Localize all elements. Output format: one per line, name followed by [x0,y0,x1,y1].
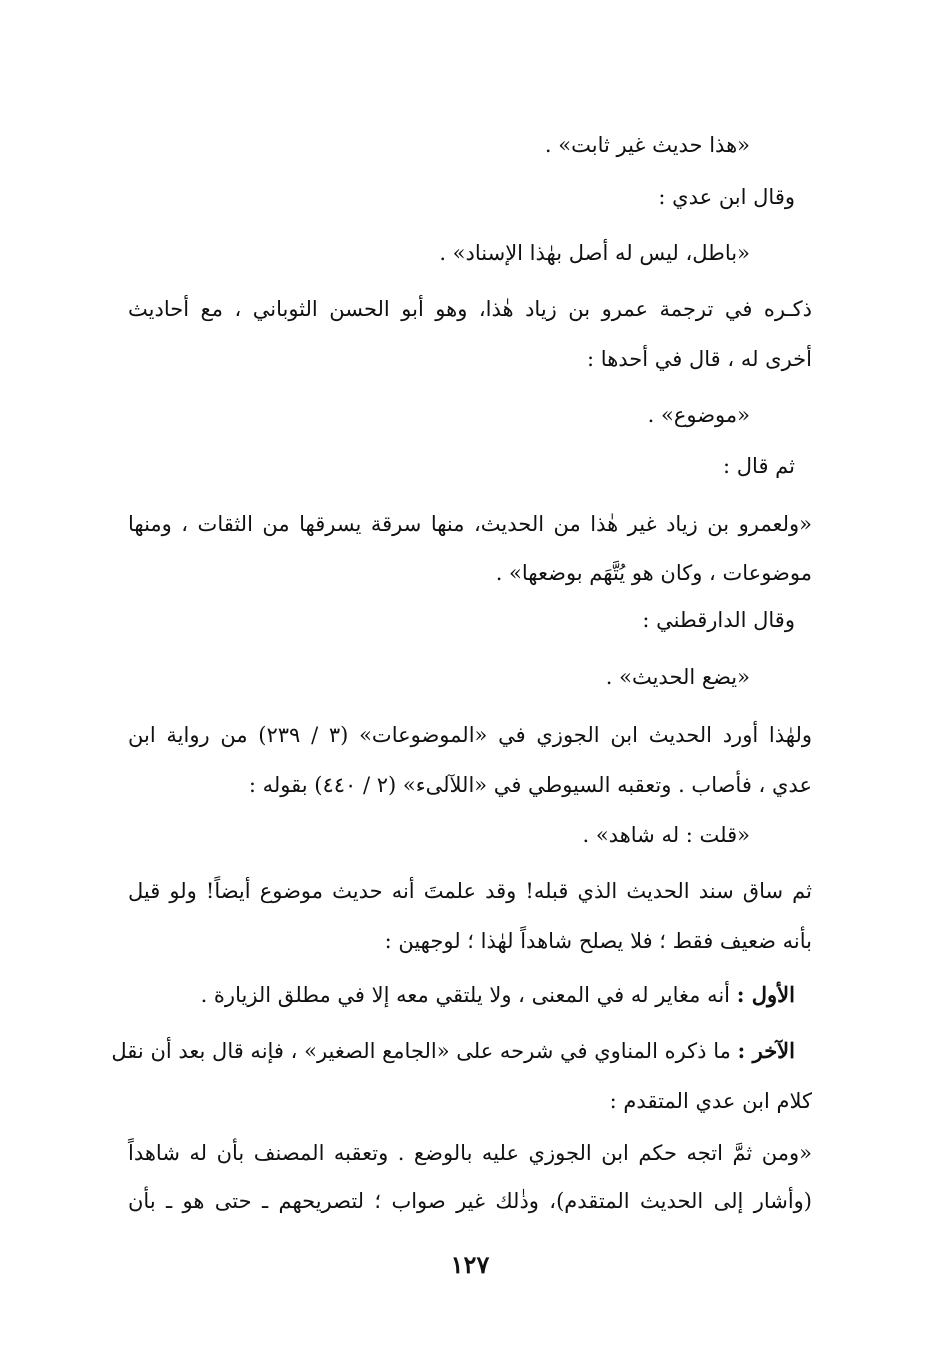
paragraph-chain-line-2: بأنه ضعيف فقط ؛ فلا يصلح شاهداً لهٰذا ؛ لوجهين : [384,929,812,953]
quote-false-chain: «باطل، ليس له أصل بهٰذا الإسناد» . [439,241,750,265]
quote-fabricated: «موضوع» . [647,403,750,427]
first-reason-text: أنه مغاير له في المعنى ، ولا يلتقي معه إلا في مطلق الزيارة . [200,983,731,1007]
second-reason-line-1 [111,1036,795,1066]
quote-munawi-line-2: (وأشار إلى الحديث المتقدم)، وذٰلك غير صواب ؛ لتصريحهم ـ حتى هو ـ بأن [128,1189,812,1213]
paragraph-mention-line-2: أخرى له ، قال في أحدها : [587,347,812,371]
paragraph-ibn-aljawzi-line-2: عدي ، فأصاب . وتعقبه السيوطي في «اللآلىء» (٢ / ٤٤٠) بقوله : [248,773,812,797]
paragraph-mention-line-1: ذكـره في ترجمة عمرو بن زياد هٰذا، وهو أبو الحسن الثوباني ، مع أحاديث [128,297,812,321]
paragraph-chain-line-1: ثم ساق سند الحديث الذي قبله! وقد علمتَ أنه حديث موضوع أيضاً! ولو قيل [128,879,812,903]
second-reason-heading: الآخر : [737,1038,795,1063]
page-number: ١٢٧ [450,1250,490,1279]
ibn-adi-said: وقال ابن عدي : [658,185,795,209]
quote-amr-line-1: «ولعمرو بن زياد غير هٰذا من الحديث، منها سرقة يسرقها من الثقات ، ومنها [128,512,812,536]
first-reason [201,980,795,1010]
quote-has-witness: «قلت : له شاهد» . [582,823,750,847]
quote-amr-line-2: موضوعات ، وكان هو يُتَّهَم بوضعها» . [495,561,812,585]
second-reason-text: ما ذكره المناوي في شرحه على «الجامع الصغير» ، فإنه قال بعد أن نقل [111,1039,731,1063]
quote-munawi-line-1: «ومن ثمَّ اتجه حكم ابن الجوزي عليه بالوضع . وتعقبه المصنف بأن له شاهداً [128,1141,812,1165]
quote-fabricates-hadith: «يضع الحديث» . [605,665,750,689]
daraqutni-said: وقال الدارقطني : [642,608,795,632]
quote-not-established: «هذا حديث غير ثابت» . [544,133,750,157]
second-reason-line-2: كلام ابن عدي المتقدم : [609,1089,812,1113]
paragraph-ibn-aljawzi-line-1: ولهٰذا أورد الحديث ابن الجوزي في «الموضوعات» (٣ / ٢٣٩) من رواية ابن [128,723,812,747]
then-said: ثم قال : [723,454,795,478]
first-reason-heading: الأول : [736,982,795,1007]
